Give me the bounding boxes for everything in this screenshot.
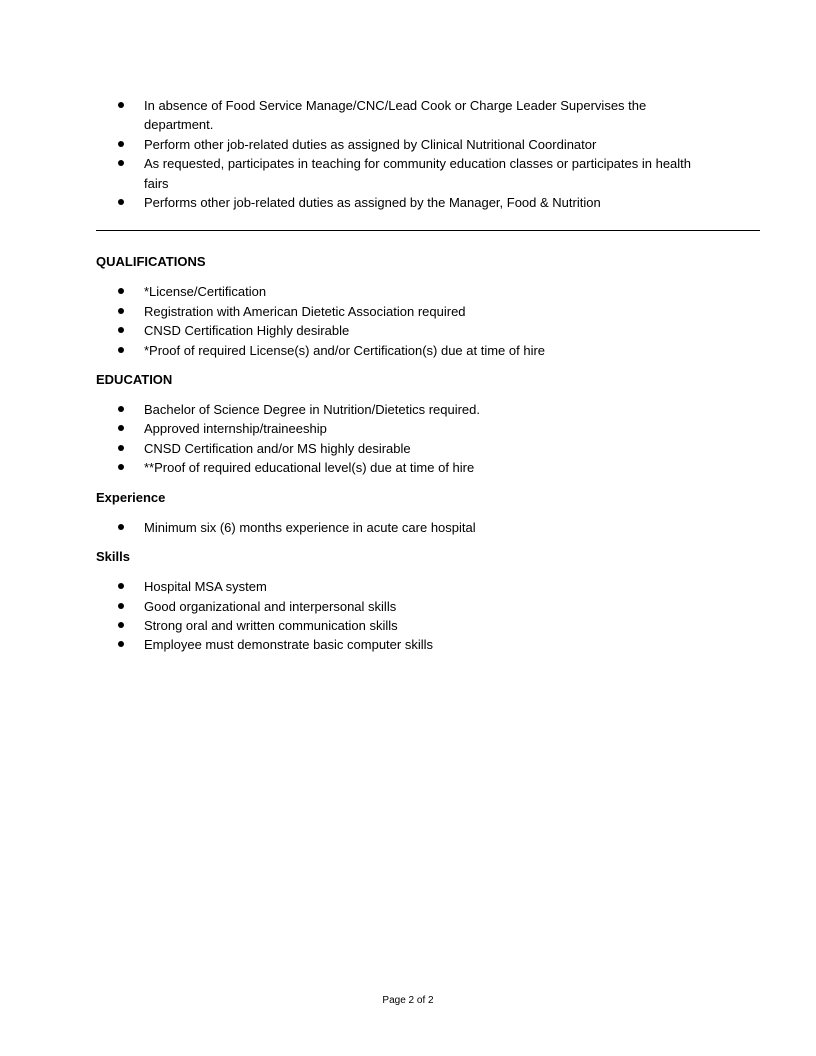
list-item-text: **Proof of required educational level(s) due at time of hire — [144, 460, 475, 476]
list-item-text: CNSD Certification and/or MS highly desirable — [144, 440, 411, 456]
list-item — [96, 635, 760, 654]
list-item — [96, 597, 760, 616]
list-item-text: Bachelor of Science Degree in Nutrition/Dietetics required. — [144, 402, 481, 418]
list-item-text: Minimum six (6) months experience in acute care hospital — [144, 519, 476, 535]
list-item-text: Performs other job-related duties as assigned by the Manager, Food & Nutrition — [144, 195, 601, 211]
list-item — [96, 616, 760, 635]
bullet-icon — [118, 141, 124, 147]
list-item-text: *License/Certification — [144, 284, 267, 300]
list-item-text: As requested, participates in teaching for community education classes or participates in health fairs — [144, 156, 692, 191]
bullet-icon — [118, 288, 124, 294]
bullet-icon — [118, 308, 124, 314]
education-list — [96, 400, 760, 478]
bullet-icon — [118, 622, 124, 628]
list-item — [96, 193, 716, 212]
horizontal-divider — [96, 230, 760, 231]
document-content — [96, 96, 760, 666]
list-item-text: Employee must demonstrate basic computer skills — [144, 637, 434, 653]
bullet-icon — [118, 347, 124, 353]
bullet-icon — [118, 425, 124, 431]
bullet-icon — [118, 641, 124, 647]
list-item-text: *Proof of required License(s) and/or Certification(s) due at time of hire — [144, 342, 546, 358]
list-item — [96, 96, 716, 135]
list-item — [96, 341, 760, 360]
list-item-text: CNSD Certification Highly desirable — [144, 323, 350, 339]
bullet-icon — [118, 102, 124, 108]
list-item-text: Registration with American Dietetic Association required — [144, 303, 466, 319]
qualifications-heading: QUALIFICATIONS — [96, 254, 206, 270]
list-item — [96, 321, 760, 340]
skills-list — [96, 577, 760, 655]
list-item-text: Approved internship/traineeship — [144, 421, 327, 437]
bullet-icon — [118, 603, 124, 609]
bullet-icon — [118, 406, 124, 412]
list-item — [96, 577, 760, 596]
list-item — [96, 302, 760, 321]
list-item-text: In absence of Food Service Manage/CNC/Lead Cook or Charge Leader Supervises the department. — [144, 98, 647, 133]
list-item-text: Good organizational and interpersonal skills — [144, 598, 397, 614]
list-item — [96, 458, 760, 477]
list-item — [96, 439, 760, 458]
experience-list — [96, 518, 760, 537]
bullet-icon — [118, 199, 124, 205]
list-item — [96, 154, 716, 193]
skills-heading: Skills — [96, 549, 130, 565]
list-item-text: Hospital MSA system — [144, 579, 267, 595]
bullet-icon — [118, 327, 124, 333]
list-item-text: Strong oral and written communication skills — [144, 617, 398, 633]
list-item — [96, 518, 760, 537]
list-item — [96, 400, 760, 419]
list-item — [96, 135, 716, 154]
bullet-icon — [118, 464, 124, 470]
list-item — [96, 282, 760, 301]
qualifications-list — [96, 282, 760, 360]
list-item-text: Perform other job-related duties as assigned by Clinical Nutritional Coordinator — [144, 136, 597, 152]
duties-list — [96, 96, 716, 212]
education-heading: EDUCATION — [96, 372, 173, 388]
bullet-icon — [118, 524, 124, 530]
list-item — [96, 419, 760, 438]
bullet-icon — [118, 445, 124, 451]
page-number-footer: Page 2 of 2 — [382, 995, 434, 1006]
bullet-icon — [118, 583, 124, 589]
bullet-icon — [118, 160, 124, 166]
experience-heading: Experience — [96, 489, 166, 505]
